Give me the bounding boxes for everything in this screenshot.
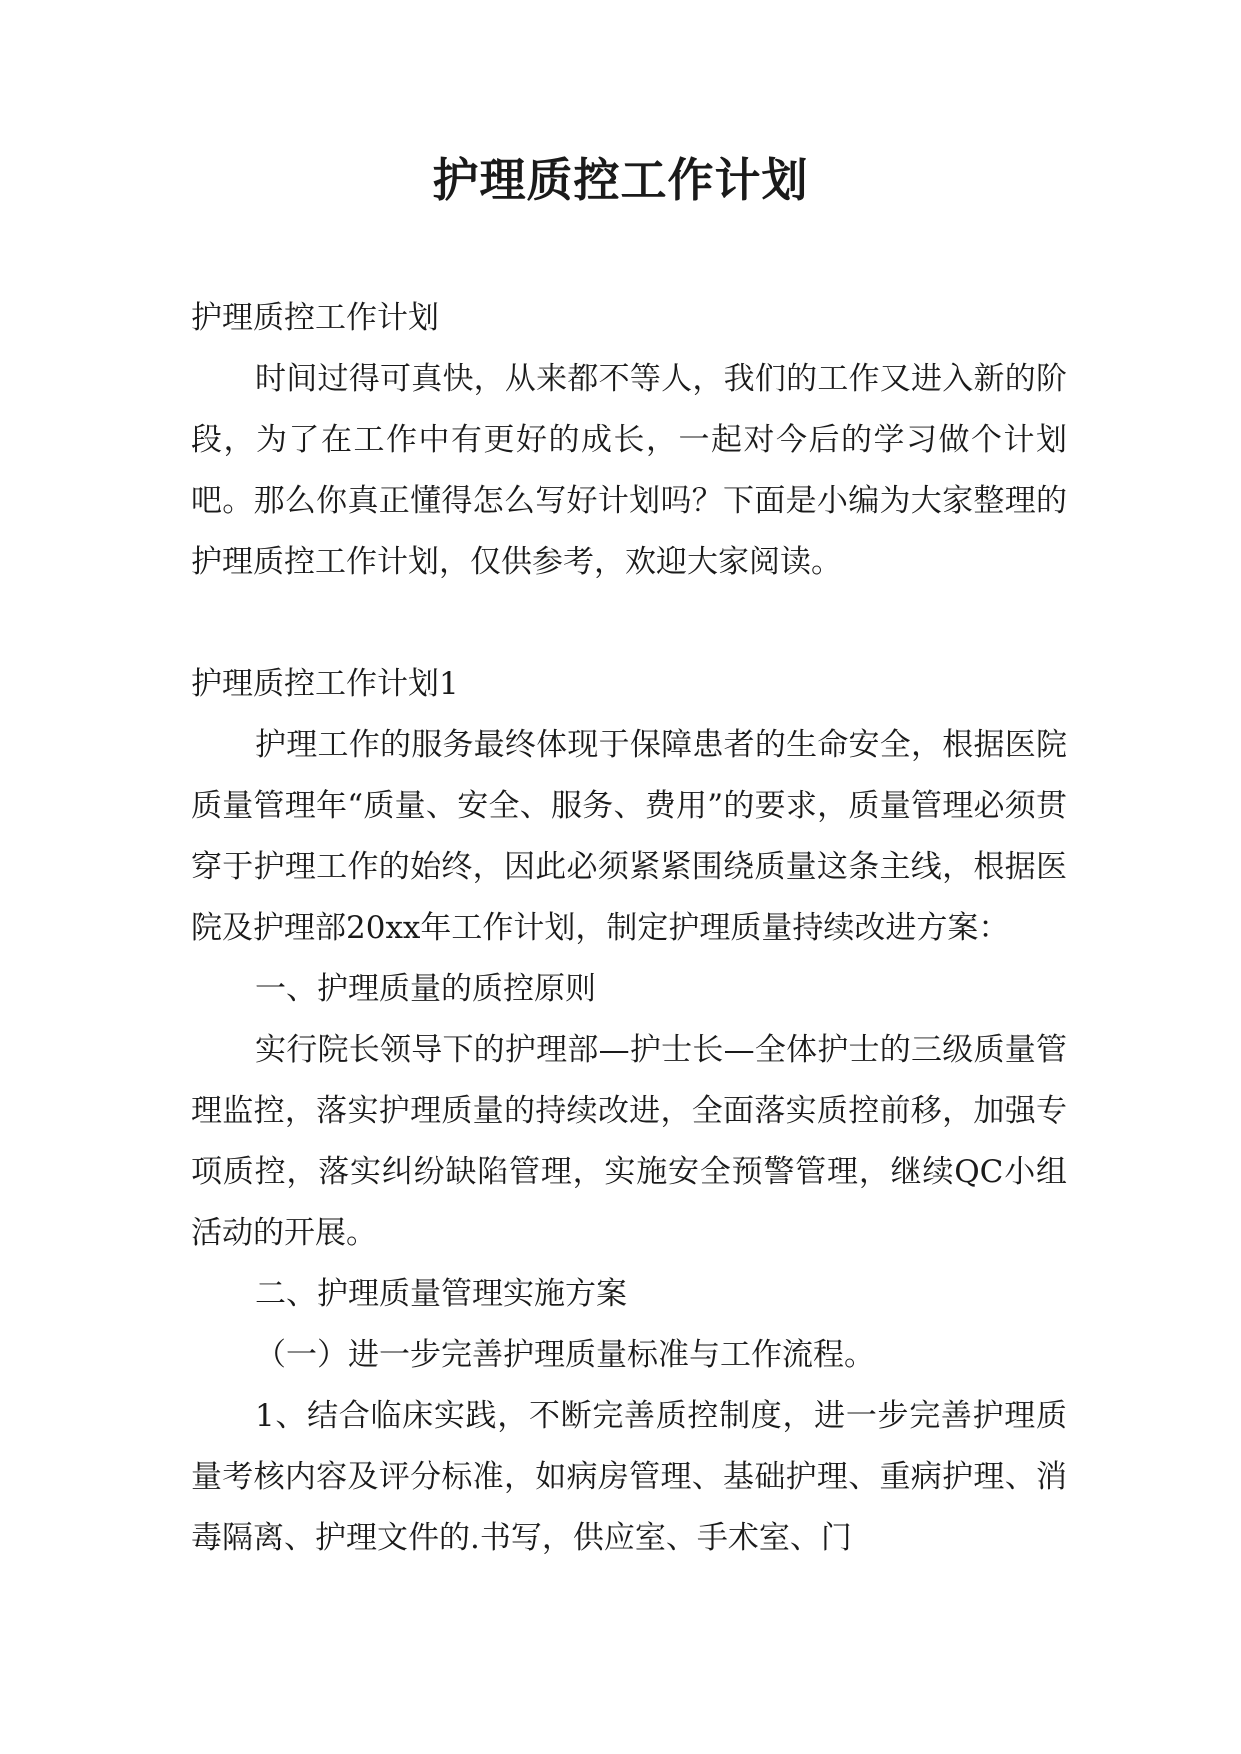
intro-paragraph: 时间过得可真快，从来都不等人，我们的工作又进入新的阶段，为了在工作中有更好的成长，一起对今后的学习做个计划吧。那么你真正懂得怎么写好计划吗？下面是小编为大家整理的护理质控工作计划，仅供参考，欢迎大家阅读。 bbox=[191, 361, 1067, 580]
subheading-implementation: 二、护理质量管理实施方案 bbox=[255, 1276, 627, 1312]
document-body bbox=[191, 288, 1067, 1569]
section-heading-plan-1: 护理质控工作计划1 bbox=[191, 666, 459, 702]
subheading-improve-standards: （一）进一步完善护理质量标准与工作流程。 bbox=[255, 1337, 875, 1373]
principles-paragraph: 实行院长领导下的护理部—护士长—全体护士的三级质量管理监控，落实护理质量的持续改进，全面落实质控前移，加强专项质控，落实纠纷缺陷管理，实施安全预警管理，继续QC小组活动的开展。 bbox=[191, 1032, 1067, 1251]
section-heading-intro: 护理质控工作计划 bbox=[191, 300, 439, 336]
subheading-principles: 一、护理质量的质控原则 bbox=[255, 971, 596, 1007]
item-1-paragraph: 1、结合临床实践，不断完善质控制度，进一步完善护理质量考核内容及评分标准，如病房管理、基础护理、重病护理、消毒隔离、护理文件的.书写，供应室、手术室、门 bbox=[191, 1398, 1067, 1556]
plan-overview-paragraph: 护理工作的服务最终体现于保障患者的生命安全，根据医院质量管理年“质量、安全、服务、费用”的要求，质量管理必须贯穿于护理工作的始终，因此必须紧紧围绕质量这条主线，根据医院及护理部20xx年工作计划，制定护理质量持续改进方案： bbox=[191, 727, 1067, 946]
document-title: 护理质控工作计划 bbox=[432, 153, 809, 207]
